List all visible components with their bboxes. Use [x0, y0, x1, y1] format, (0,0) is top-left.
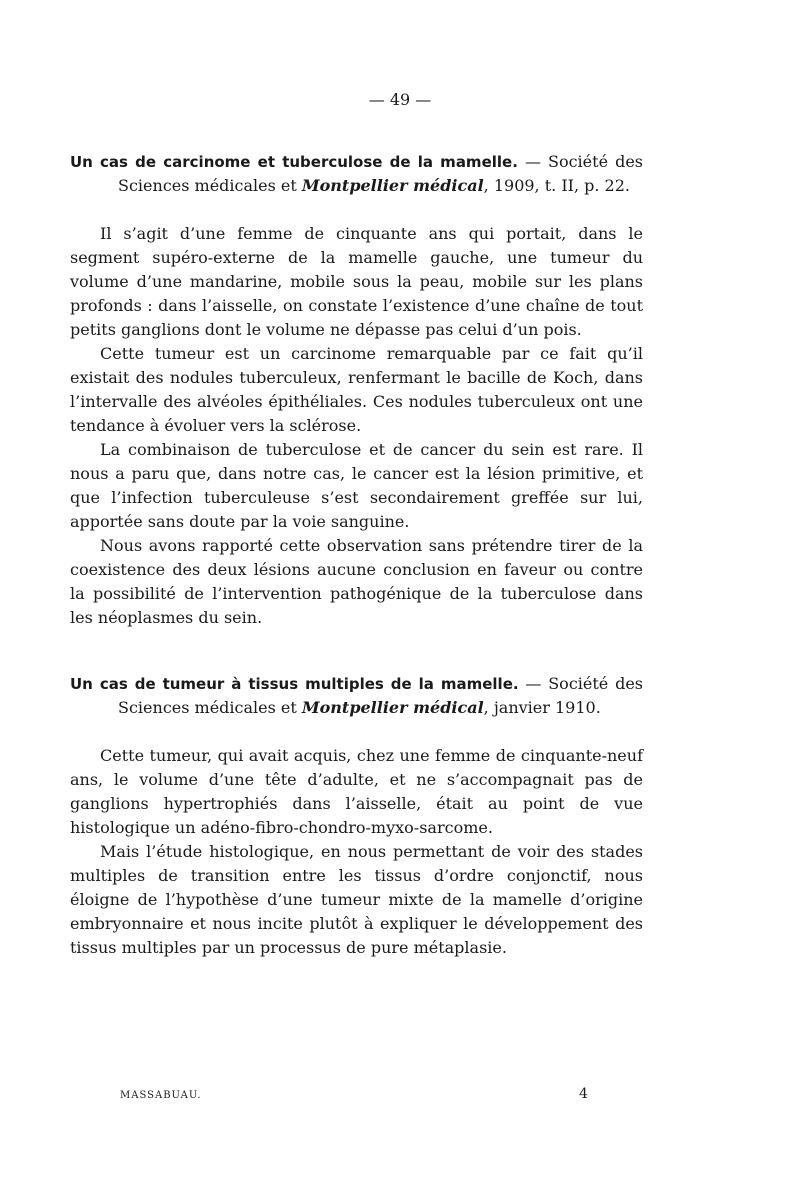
- page-number: — 49 —: [368, 90, 432, 109]
- article-title: Un cas de carcinome et tuberculose de la mamelle.: [70, 153, 518, 171]
- article-ref-society: — Société des Sciences médicales et: [118, 152, 644, 195]
- paragraph: La combinaison de tuberculose et de cancer du sein est rare. Il nous a paru que, dans notre cas, le cancer est la lésion primitive, et que l’infection tuberculeuse s’est secondairement greffée sur lui, apportée sans doute par la voie sanguine.: [70, 440, 643, 531]
- footer-author: MASSABUAU.: [120, 1090, 202, 1101]
- article-title: Un cas de tumeur à tissus multiples de la mamelle.: [70, 675, 519, 693]
- article-ref-details: , 1909, t. II, p. 22.: [483, 176, 630, 195]
- paragraph: Cette tumeur, qui avait acquis, chez une femme de cinquante-neuf ans, le volume d’une tête d’adulte, et ne s’accompagnait pas de ganglions hypertrophiés dans l’aisselle, était au point de vue histologique un adéno-fibro-chondro-myxo-sarcome.: [70, 746, 643, 837]
- article-journal: Montpellier médical: [301, 176, 484, 195]
- article-heading: [70, 150, 643, 198]
- paragraph: Nous avons rapporté cette observation sans prétendre tirer de la coexistence des deux lésions aucune conclusion en faveur ou contre la possibilité de l’intervention pathogénique de la tuberculose dans les néoplasmes du sein.: [70, 536, 643, 627]
- article-ref-society: — Société des Sciences médicales et: [118, 674, 643, 717]
- paragraph: Cette tumeur est un carcinome remarquable par ce fait qu’il existait des nodules tuberculeux, renfermant le bacille de Koch, dans l’intervalle des alvéoles épithéliales. Ces nodules tuberculeux ont une tendance à évoluer vers la sclérose.: [70, 344, 643, 435]
- article-heading: [70, 672, 643, 720]
- footer-signature: 4: [579, 1086, 588, 1102]
- paragraph: Mais l’étude histologique, en nous permettant de voir des stades multiples de transition entre les tissus d’ordre conjonctif, nous éloigne de l’hypothèse d’une tumeur mixte de la mamelle d’origine embryonnaire et nous incite plutôt à expliquer le développement des tissus multiples par un processus de pure métaplasie.: [70, 842, 643, 957]
- article-ref-details: , janvier 1910.: [483, 698, 601, 717]
- article-journal: Montpellier médical: [301, 698, 484, 717]
- paragraph: Il s’agit d’une femme de cinquante ans qui portait, dans le segment supéro-externe de la mamelle gauche, une tumeur du volume d’une mandarine, mobile sous la peau, mobile sur les plans profonds : dans l’aisselle, on constate l’existence d’une chaîne de tout petits ganglions dont le volume ne dépasse pas celui d’un pois.: [70, 224, 643, 339]
- article-carcinome-tuberculose: [70, 150, 643, 630]
- article-tumeur-tissus-multiples: [70, 672, 643, 960]
